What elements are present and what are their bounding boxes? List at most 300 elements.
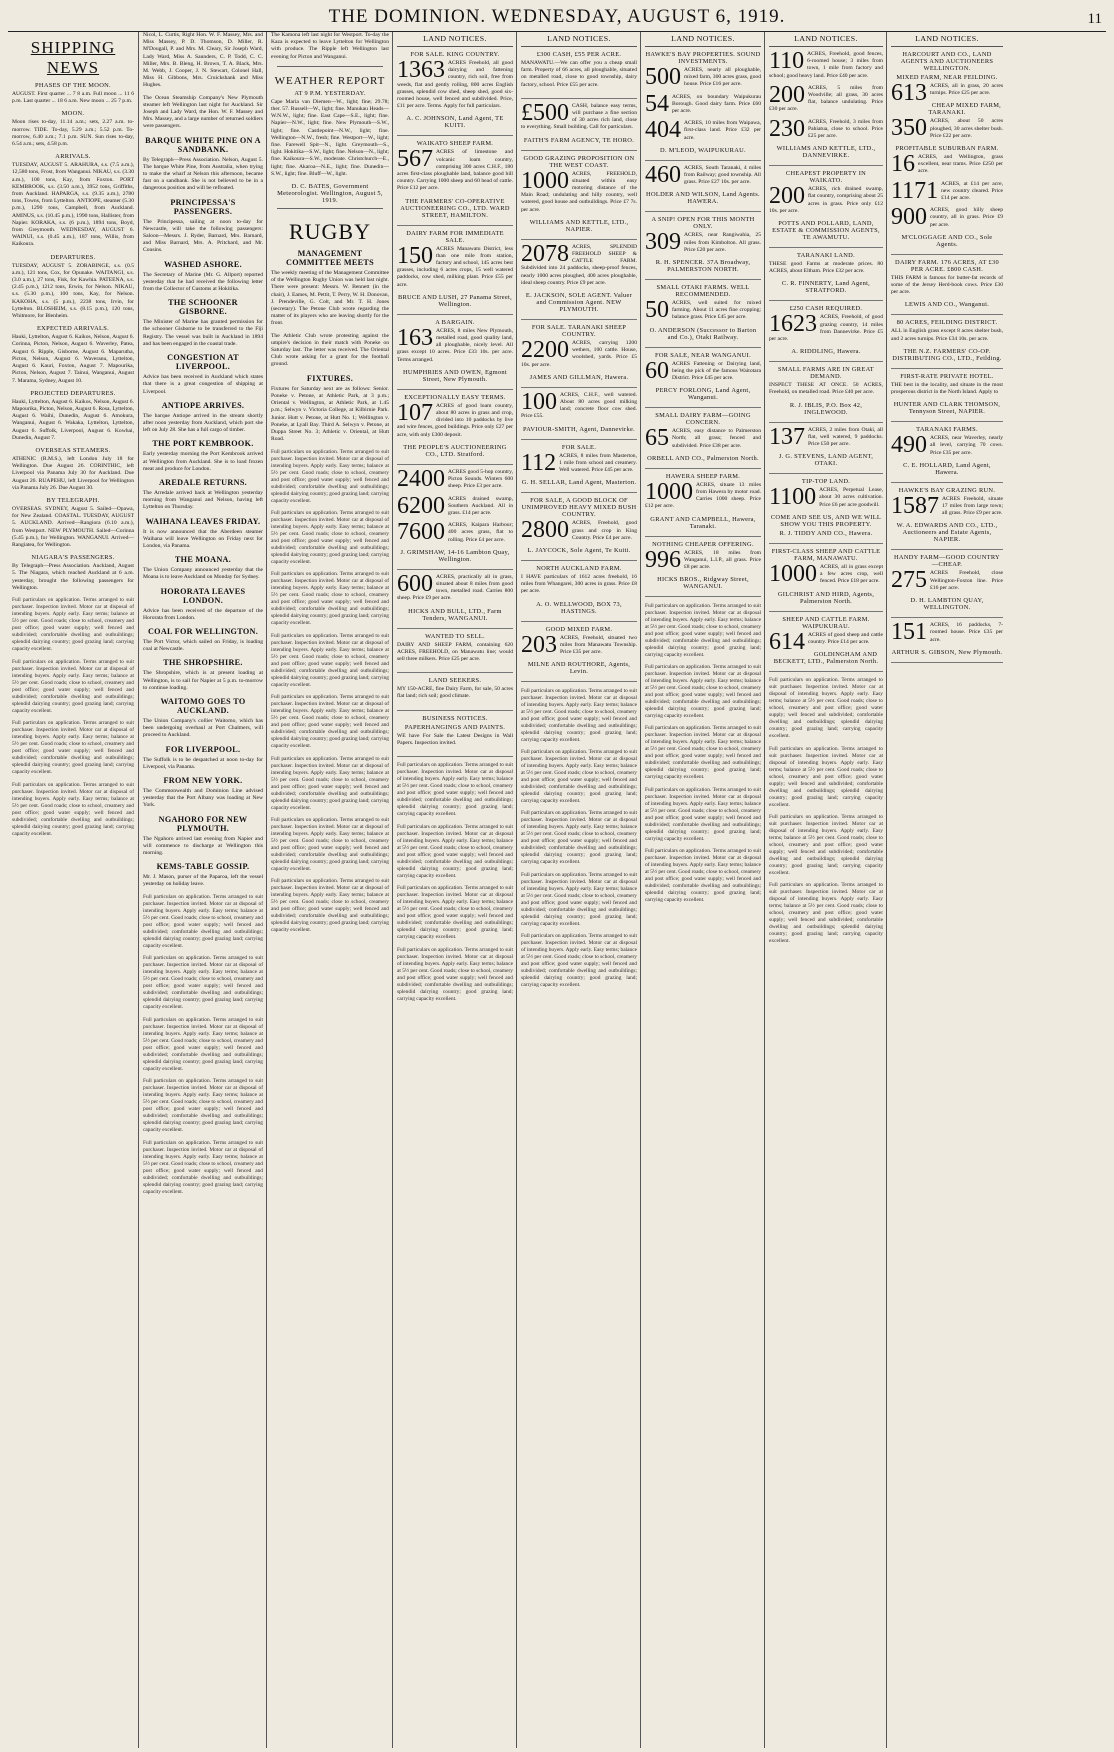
advert-text: WE have For Sale the Latest Designs in Wall Papers. Inspection invited. [397, 732, 513, 746]
section-title: PHASES OF THE MOON. [35, 82, 111, 89]
land-advert [769, 478, 883, 544]
advert-subheading: PROFITABLE SUBURBAN FARM. [895, 145, 999, 153]
column-land-notices-1 [392, 32, 517, 1748]
advert-text: ACRES, FREEHOLD, situated within easy motoring distance of the Main Road; undulating and hilly country, well watered, good house and outbuildings. Price £7 7s. per acre. [521, 170, 637, 213]
advert-signature: W. A. EDWARDS AND CO., LTD., Auctioneers and Estate Agents, NAPIER. [896, 522, 998, 544]
advert-signature: GOLDINGHAM AND BECKETT, LTD., Palmerston North. [773, 650, 879, 665]
acreage-number: 1587 [891, 492, 939, 519]
advert-signature: R. H. SPENCER. 37A Broadway, PALMERSTON NORTH. [655, 259, 751, 274]
filler-text: Full particulars on application. Terms arranged to suit purchaser. Inspection invited. Motor car at disposal of intending buyers. Apply early. Easy terms; balance at 5½ per cent. Good roads; close to school, creamery and post office; good water supply; well fenced and subdivided; comfortable dwelling and outbuildings; splendid dairying country; good grazing land; carrying capacity excellent. [271, 694, 389, 750]
filler-text: Full particulars on application. Terms arranged to suit purchaser. Inspection invited. Motor car at disposal of intending buyers. Apply early. Easy terms; balance at 5½ per cent. Good roads; close to school, creamery and post office; good water supply; well fenced and subdivided; comfortable dwelling and outbuildings; splendid dairying country; good grazing land; carrying capacity excellent. [12, 720, 134, 776]
land-advert [521, 565, 637, 622]
advert-heading: HARCOURT AND CO., LAND AGENTS AND AUCTIONEERS WELLINGTON. [900, 51, 994, 72]
section-title: DEPARTURES. [50, 253, 96, 261]
filler-text: Full particulars on application. Terms arranged to suit purchaser. Inspection invited. Motor car at disposal of intending buyers. Apply early. Easy terms; balance at 5½ per cent. Good roads; close to school, creamery and post office; good water supply; well fenced and subdivided; comfortable dwelling and outbuildings; splendid dairying country; good grazing land; carrying capacity excellent. [645, 602, 761, 658]
filler-text: Full particulars on application. Terms arranged to suit purchaser. Inspection invited. Motor car at disposal of intending buyers. Apply early. Easy terms; balance at 5½ per cent. Good roads; close to school, creamery and post office; good water supply; well fenced and subdivided; comfortable dwelling and outbuildings; splendid dairying country; good grazing land; carrying capacity excellent. [397, 885, 513, 941]
advert-heading: CHEAPEST PROPERTY IN WAIKATO. [785, 170, 867, 185]
article-heading: THE SCHOONER GISBORNE. [168, 298, 238, 317]
acreage-number: 200 [769, 183, 805, 210]
acreage-number: 1000 [769, 560, 817, 587]
land-advert [891, 554, 1003, 618]
price-number: £500 [521, 99, 569, 126]
land-advert [645, 216, 761, 280]
advert-text: ACRES, practically all in grass, situated about 8 miles from good town, metalled road. Carries 800 sheep. Price £9 per acre. [397, 573, 513, 602]
advert-signature: R. J. IBLIS, P.O. Box 42, INGLEWOOD. [789, 401, 863, 416]
filler-text: Full particulars on application. Terms arranged to suit purchaser. Inspection invited. Motor car at disposal of intending buyers. Apply early. Easy terms; balance at 5½ per cent. Good roads; close to school, creamery and post office; good water supply; well fenced and subdivided; comfortable dwelling and outbuildings; splendid dairying country; good grazing land; carrying capacity excellent. [12, 597, 134, 653]
filler-text: Full particulars on application. Terms arranged to suit purchaser. Inspection invited. Motor car at disposal of intending buyers. Apply early. Easy terms; balance at 5½ per cent. Good roads; close to school, creamery and post office; good water supply; well fenced and subdivided; comfortable dwelling and outbuildings; splendid dairying country; good grazing land; carrying capacity excellent. [769, 745, 883, 808]
article-heading: CONGESTION AT LIVERPOOL. [167, 353, 239, 372]
advert-heading: FIRST-CLASS SHEEP AND CATTLE FARM, MANAWATU. [771, 547, 881, 562]
land-advert [769, 423, 883, 475]
advert-signature: G. H. SELLAR, Land Agent, Masterton. [521, 479, 637, 487]
filler-text: Full particulars on application. Terms arranged to suit purchaser. Inspection invited. Motor car at disposal of intending buyers. Apply early. Easy terms; balance at 5½ per cent. Good roads; close to school, creamery and post office; good water supply; well fenced and subdivided; comfortable dwelling and outbuildings; splendid dairying country; good grazing land; carrying capacity excellent. [271, 817, 389, 873]
advert-signature: ORBELL AND CO., Palmerston North. [647, 454, 759, 462]
article-heading: WAIHANA LEAVES FRIDAY. [145, 516, 261, 526]
land-advert [397, 570, 513, 629]
advert-signature: A. O. WELLWOOD, BOX 73, HASTINGS. [536, 600, 622, 615]
land-advert [521, 324, 637, 388]
land-advert [397, 633, 513, 674]
acreage-number: 1623 [769, 311, 817, 338]
filler-text: Full particulars on application. Terms arranged to suit purchaser. Inspection invited. Motor car at disposal of intending buyers. Apply early. Easy terms; balance at 5½ per cent. Good roads; close to school, creamery and post office; good water supply; well fenced and subdivided; comfortable dwelling and outbuildings; splendid dairying country; good grazing land; carrying capacity excellent. [271, 510, 389, 566]
acreage-number: 613 [891, 80, 927, 106]
advert-heading: A SNIP! OPEN FOR THIS MONTH ONLY. [651, 216, 755, 231]
advert-text: ACRES, nearly all ploughable, mixed farm, 300 acres grass, good house. Price £16 per acre. [684, 67, 761, 88]
section-title: ARRIVALS. [55, 153, 91, 161]
advert-heading: WAIKATO SHEEP FARM. [416, 140, 494, 148]
acreage-number: 567 [397, 146, 433, 173]
land-advert [769, 305, 883, 362]
masthead [8, 6, 1106, 32]
advert-heading: FIRST-RATE PRIVATE HOTEL. [900, 372, 994, 380]
advert-text: ALL in English grass except 8 acres shelter bush, and 2 acres turnips. Price £34 10s. per acre. [891, 328, 1003, 342]
section-title: EXPECTED ARRIVALS. [36, 325, 110, 333]
advert-heading: TARANAKI FARMS. [916, 426, 978, 434]
advert-text: ACRES, 2 miles from Otaki, all flat, well watered, 9 paddocks. Price £50 per acre. [808, 426, 883, 448]
advert-text: ACRES, rich drained swamp, flat country, comprising about 25 acres in grass. Price only £12 10s. per acre. [769, 186, 883, 214]
filler-text: Full particulars on application. Terms arranged to suit purchaser. Inspection invited. Motor car at disposal of intending buyers. Apply early. Easy terms; balance at 5½ per cent. Good roads; close to school, creamery and post office; good water supply; well fenced and subdivided; comfortable dwelling and outbuildings; splendid dairying country; good grazing land; carrying capacity excellent. [143, 1139, 263, 1195]
article-text: By Telegraph—Press Association. Auckland, August 5. The Niagara, which reached Auckland at 6 a.m. yesterday, brought the following passengers for Wellington. [12, 563, 134, 591]
column-heading: LAND NOTICES. [891, 32, 1003, 47]
acreage-number: 404 [645, 117, 681, 144]
columns [8, 32, 1106, 1748]
acreage-number: 151 [891, 619, 927, 646]
article-text: The Commonwealth and Dominion Line advised yesterday that the Port Albany was loading at New York. [143, 787, 263, 809]
advert-text: ACRES, Freehold, good grass and crop in King Country. Price £4 per acre. [572, 520, 637, 541]
land-advert [397, 230, 513, 315]
filler-text: Full particulars on application. Terms arranged to suit purchaser. Inspection invited. Motor car at disposal of intending buyers. Apply early. Easy terms; balance at 5½ per cent. Good roads; close to school, creamery and post office; good water supply; well fenced and subdivided; comfortable dwelling and outbuildings; splendid dairying country; good grazing land; carrying capacity excellent. [645, 725, 761, 781]
article-text: The Ngahoro arrived last evening from Napier and will commence to discharge at Wellington this morning. [143, 835, 263, 856]
advert-text: THESE good Farms at moderate prices. 80 ACRES, about Eltham. Price £32 per acre. [769, 261, 883, 275]
newspaper-title: THE DOMINION. WEDNESDAY, AUGUST 6, 1919. [328, 6, 786, 27]
article-text: The Shropshire, which is at present loading at Wellington, is to sail for Napier at 5 p.m. to-morrow to continue loading. [143, 670, 263, 691]
advert-subheading: CHEAP MIXED FARM, TARANAKI. [928, 102, 1002, 117]
advert-heading: TIP-TOP LAND. [801, 478, 851, 486]
article-heading: KEMS-TABLE GOSSIP. [156, 862, 250, 872]
article-heading: WASHED ASHORE. [164, 259, 242, 269]
filler-text: Full particulars on application. Terms arranged to suit purchaser. Inspection invited. Motor car at disposal of intending buyers. Apply early. Easy terms; balance at 5½ per cent. Good roads; close to school, creamery and post office; good water supply; well fenced and subdivided; comfortable dwelling and outbuildings; splendid dairying country; good grazing land; carrying capacity excellent. [271, 571, 389, 627]
article-heading: THE SHROPSHIRE. [163, 658, 243, 668]
advert-signature: D. M'LEOD, WAIPUKURAU. [660, 146, 746, 154]
acreage-number: 500 [645, 64, 681, 90]
rugby-heading: RUGBY [288, 219, 371, 245]
advert-text: ACRES, SPLENDID FREEHOLD SHEEP & CATTLE FARM. Subdivided into 24 paddocks, sheep-proof fences, nearly 1000 acres ploughed, 400 acres ploughable, ideal sheep country. Price £9 per acre. [521, 243, 637, 286]
advert-signature: E. JACKSON, SOLE AGENT. Valuer and Commission Agent. NEW PLYMOUTH. [525, 292, 633, 314]
advert-heading: SMALL FARMS ARE IN GREAT DEMAND. [778, 366, 874, 381]
section-title: PROJECTED DEPARTURES. [30, 389, 116, 397]
advert-signature: HICKS BROS., Ridgway Street, WANGANUI. [657, 576, 749, 591]
column-land-notices-2 [516, 32, 641, 1748]
acreage-number: 600 [397, 570, 433, 597]
article-text: Hauki, Lyttelton, August 6. Kaikos, Nelson, August 6. Corinna, Picton, Nelson, August 6. Waverley, Patea, August 6. Ripple, Gisborne, August 6. Maparutha, Picton, Nelson, August 6. Waveranu, Lyttelton, August 6. Kauri, Foxton, August 7. Mapourika, Picton, Nelson, August 7. Tainui, Wanganui, August 7. Marama, Sydney, August 10. [12, 334, 134, 384]
advert-subheading: PAPERHANGINGS AND PAINTS. [404, 723, 506, 731]
article-text: Advice has been received of the departure of the Hororata from London. [143, 607, 263, 621]
filler-text: Full particulars on application. Terms arranged to suit purchaser. Inspection invited. Motor car at disposal of intending buyers. Apply early. Easy terms; balance at 5½ per cent. Good roads; close to school, creamery and post office; good water supply; well fenced and subdivided; comfortable dwelling and outbuildings; splendid dairying country; good grazing land; carrying capacity excellent. [12, 781, 134, 837]
filler-text: Full particulars on application. Terms arranged to suit purchaser. Inspection invited. Motor car at disposal of intending buyers. Apply early. Easy terms; balance at 5½ per cent. Good roads; close to school, creamery and post office; good water supply; well fenced and subdivided; comfortable dwelling and outbuildings; splendid dairying country; good grazing land; carrying capacity excellent. [521, 871, 637, 927]
acreage-number: 6200 [397, 492, 445, 519]
article-text: The Port Victor, which sailed on Friday, is loading coal at Newcastle. [143, 638, 263, 653]
article-text: TUESDAY, AUGUST 5. ZORABINGE, s.s. (0.5 a.m.), 121 tons, Cox, for Opunake. WAITANGI, s.s. (3.0 a.m.), 27 tons, Fisk, for Kawhia. PATEENA, s.s. (2.45 p.m.), 1212 tons, Erwin, for Nelson. NIKAU, s.s. (5.30 p.m.), 100 tons, Kay, for Nelson. KAKOHA, s.s. (5 p.m.), 2238 tons, Irvin, for Lyttelton. BLOSHEIM, s.s. (8.15 p.m.), 120 tons, Whitmore, for Blenheim. [12, 262, 134, 320]
acreage-number: 900 [891, 204, 927, 231]
filler-text: Full particulars on application. Terms arranged to suit purchaser. Inspection invited. Motor car at disposal of intending buyers. Apply early. Easy terms; balance at 5½ per cent. Good roads; close to school, creamery and post office; good water supply; well fenced and subdivided; comfortable dwelling and outbuildings; splendid dairying country; good grazing land; carrying capacity excellent. [769, 677, 883, 740]
advert-heading: 80 ACRES, FEILDING DISTRICT. [896, 319, 998, 327]
advert-text: ACRES, near Waverley, nearly all level, carrying 70 cows. Price £35 per acre. [930, 435, 1003, 456]
advert-heading: BUSINESS NOTICES. [422, 714, 488, 722]
filler-text: Full particulars on application. Terms arranged to suit purchaser. Inspection invited. Motor car at disposal of intending buyers. Apply early. Easy terms; balance at 5½ per cent. Good roads; close to school, creamery and post office; good water supply; well fenced and subdivided; comfortable dwelling and outbuildings; splendid dairying country; good grazing land; carrying capacity excellent. [521, 748, 637, 804]
advert-signature: LEWIS AND CO., Wanganui. [904, 301, 990, 309]
land-advert [769, 48, 883, 166]
land-advert [521, 444, 637, 494]
acreage-number: 7600 [397, 519, 445, 546]
advert-signature: POTTS AND POLLARD, LAND, ESTATE & COMMISSION AGENTS, TE AWAMUTU. [772, 220, 880, 242]
article-heading: BARQUE WHITE PINE ON A SANDBANK. [145, 135, 261, 154]
advert-signature: HOLDER AND WILSON, Land Agents. HAWERA. [646, 191, 760, 206]
land-advert [645, 51, 761, 161]
advert-signature: JAMES AND GILLMAN, Hawera. [529, 373, 629, 381]
advert-heading: WANTED TO SELL. [425, 632, 485, 640]
article-heading: THE PORT KEMBROOK. [152, 439, 254, 449]
shipping-news-heading: SHIPPING NEWS [30, 38, 116, 77]
land-advert [891, 487, 1003, 551]
article-text: OVERSEAS. SYDNEY, August 5. Sailed—Opawa, for New Zealand. COASTAL. TUESDAY, AUGUST 5. AUCKLAND. Arrived—Rangiora (6.10 a.m.), from Westport. NEW PLYMOUTH. Sailed—Corinna (5.45 p.m.), for Wellington. WANGANUI. Arrived—Rangiatea, for Wellington. [12, 505, 134, 548]
land-advert [397, 465, 513, 570]
filler-text: Full particulars on application. Terms arranged to suit purchaser. Inspection invited. Motor car at disposal of intending buyers. Apply early. Easy terms; balance at 5½ per cent. Good roads; close to school, creamery and post office; good water supply; well fenced and subdivided; comfortable dwelling and outbuildings; splendid dairying country; good grazing land; carrying capacity excellent. [645, 848, 761, 904]
acreage-number: 137 [769, 423, 805, 450]
land-advert [891, 426, 1003, 483]
advert-heading: DAIRY FARM. 176 ACRES, AT £30 PER ACRE. £800 CASH. [895, 258, 999, 273]
advert-signature: HUMPHRIES AND OWEN, Egmont Street, New Plymouth. [402, 368, 507, 383]
advert-heading: HAWKE'S BAY PROPERTIES. SOUND INVESTMENTS. [645, 51, 761, 65]
article-text: By Telegraph—Press Association. Nelson, August 5. The barque White Pine, from Australia, when trying to make the wharf at Nelson this afternoon, became fast on a sandbank. She is not believed to be in a dangerous position and will be refloated. [143, 156, 263, 192]
filler-text: Full particulars on application. Terms arranged to suit purchaser. Inspection invited. Motor car at disposal of intending buyers. Apply early. Easy terms; balance at 5½ per cent. Good roads; close to school, creamery and post office; good water supply; well fenced and subdivided; comfortable dwelling and outbuildings; splendid dairying country; good grazing land; carrying capacity excellent. [271, 448, 389, 504]
article-text: The Athletic Club wrote protesting against the umpire's decision in their match with Poneke on Saturday last. The letter was received. The Oriental Club wrote asking for a grant for the football ground. [271, 332, 389, 368]
article-text: The weekly meeting of the Management Committee of the Wellington Rugby Union was held last night. There were present: Messrs. W. Bennett (in the chair), J. Eames, M. Pettit, T. Perry, W. H. Donovan, J. Prendeville, G. Colt, and Mr. T. H. Jones (secretary). The Petone Club wrote regarding the matter of its players who are leaving shortly for the front. [271, 270, 389, 327]
acreage-number: 230 [769, 115, 805, 142]
acreage-number: 1171 [891, 177, 939, 204]
advert-signature: PERCY FORLONG, Land Agent, Wanganui. [655, 387, 751, 402]
acreage-number: 203 [521, 631, 557, 658]
advert-text: ACRES Fattening or Dairying land, being the pick of the famous Waitotara District. Price £45 per acre. [672, 360, 761, 382]
filler-text: Full particulars on application. Terms arranged to suit purchaser. Inspection invited. Motor car at disposal of intending buyers. Apply early. Easy terms; balance at 5½ per cent. Good roads; close to school, creamery and post office; good water supply; well fenced and subdivided; comfortable dwelling and outbuildings; splendid dairying country; good grazing land; carrying capacity excellent. [645, 664, 761, 720]
article-text: The Secretary of Marine (Mr. G. Allport) reported yesterday that he had received the following letter from the Collector of Customs at Hokitika. [143, 271, 263, 293]
advert-heading: FOR SALE, A GOOD BLOCK OF UNIMPROVED HEAVY MIXED BUSH COUNTRY. [521, 497, 637, 519]
land-advert [891, 259, 1003, 316]
advert-heading: £300 CASH, £55 PER ACRE. [536, 51, 622, 58]
article-text: TUESDAY, AUGUST 5. ARAHURA, s.s. (7.5 a.m.), 12,580 tons, Frost, from Wanganui. NIKAU, s.s. (3.30 a.m.), 100 tons, Kay, from Foxton. PORT KEMBROOK, s.s. (3.50 a.m.), 3952 tons, Griffiths, from Auckland. HAPARGA, s.s. (9.35 a.m.), 2780 tons, Towns, from Lyttelton. ANTIOPE, steamer (5.30 p.m.), 1290 tons, Campbell, from Auckland. AMINUS, s.s. (10.45 p.m.), 1990 tons, Hallister, from Napier. KORAKA, s.s. (6 p.m.), 1894 tons, Boyd, from Greymouth. WEDNESDAY, AUGUST 6. WAINUI, s.s. (0.45 a.m.), 187 tons, Willis, from Kaikoura. [12, 162, 134, 248]
advert-signature: THE PEOPLE'S AUCTIONEERING CO., LTD. Stratford. [403, 443, 507, 458]
advert-signature: L. JAYCOCK, Sole Agent, Te Kuiti. [527, 546, 631, 554]
acreage-number: 110 [769, 48, 805, 74]
advert-text: ACRES, and Wellington, grass excellent, near trams. Price £250 per acre. [918, 154, 1003, 175]
land-advert [521, 240, 637, 320]
filler-text: Full particulars on application. Terms arranged to suit purchaser. Inspection invited. Motor car at disposal of intending buyers. Apply early. Easy terms; balance at 5½ per cent. Good roads; close to school, creamery and post office; good water supply; well fenced and subdivided; comfortable dwelling and outbuildings; splendid dairying country; good grazing land; carrying capacity excellent. [397, 946, 513, 1002]
article-heading: FIXTURES. [306, 373, 354, 383]
advert-text: ACRES of good sheep and cattle country. Price £14 per acre. [808, 631, 883, 645]
advert-signature: GILCHRIST AND HIRD, Agents, Palmerston North. [777, 590, 875, 605]
advert-signature: O. ANDERSON (Successor to Barton and Co.), Otaki Railway. [649, 326, 757, 341]
land-advert [645, 161, 761, 213]
land-advert [891, 619, 1003, 663]
column-heading: LAND NOTICES. [521, 32, 637, 47]
advert-text: ACRES, Freehold, of good grazing country, 14 miles from Dannevirke. Price £5 per acre. [769, 314, 883, 343]
filler-text: Full particulars on application. Terms arranged to suit purchaser. Inspection invited. Motor car at disposal of intending buyers. Apply early. Easy terms; balance at 5½ per cent. Good roads; close to school, creamery and post office; good water supply; well fenced and subdivided; comfortable dwelling and outbuildings; splendid dairying country; good grazing land; carrying capacity excellent. [397, 823, 513, 879]
land-advert [397, 140, 513, 225]
article-heading: WAITOMO GOES TO AUCKLAND. [160, 696, 246, 715]
article-text: Fixtures for Saturday next are as follows: Senior. Poneke v. Petone, at Athletic Park, at 3 p.m.; Oriental v. Wellington, at Athletic Park, at 1.45 p.m.; Selwyn v. Victoria College, at Kilbirnie Park. Junior. Hutt v. Petone, at Hutt No. 1; Wellington v. Poneke, at Lyall Bay. Third A. Selwyn v. Petone, at Duppa Street No. 3; Athletic v. Oriental, at Hutt Road. [271, 385, 389, 443]
acreage-number: 1363 [397, 57, 445, 83]
filler-text: Full particulars on application. Terms arranged to suit purchaser. Inspection invited. Motor car at disposal of intending buyers. Apply early. Easy terms; balance at 5½ per cent. Good roads; close to school, creamery and post office; good water supply; well fenced and subdivided; comfortable dwelling and outbuildings; splendid dairying country; good grazing land; carrying capacity excellent. [143, 1078, 263, 1134]
advert-text: ACRES Manawatu District, less than one mile from station, factory and school, 145 acres best grasses, including 6 acres crops, 15 well watered paddocks, cow shed, milking plant. Price £55 per acre. [397, 245, 513, 288]
column-shipping-continued [138, 32, 267, 1748]
column-weather-rugby [266, 32, 393, 1748]
land-advert [521, 497, 637, 561]
filler-text: Full particulars on application. Terms arranged to suit purchaser. Inspection invited. Motor car at disposal of intending buyers. Apply early. Easy terms; balance at 5½ per cent. Good roads; close to school, creamery and post office; good water supply; well fenced and subdivided; comfortable dwelling and outbuildings; splendid dairying country; good grazing land; carrying capacity excellent. [521, 810, 637, 866]
advert-text: MY 150-ACRE, fine Dairy Farm, for sale, 50 acres flat land; rich soil; good climate. [397, 686, 513, 700]
advert-text: ACRES, 18 miles from Wanganui, L.I.P., all grass. Price £8 per acre. [684, 549, 761, 571]
advert-signature: D. H. LAMBTON QUAY, WELLINGTON. [910, 597, 984, 612]
land-advert [769, 616, 883, 672]
acreage-number: 200 [769, 81, 805, 108]
advert-signature: GRANT AND CAMPBELL, Hawera, Taranaki. [650, 515, 756, 530]
land-advert [521, 155, 637, 240]
filler-text: Full particulars on application. Terms arranged to suit purchaser. Inspection invited. Motor car at disposal of intending buyers. Apply early. Easy terms; balance at 5½ per cent. Good roads; close to school, creamery and post office; good water supply; well fenced and subdivided; comfortable dwelling and outbuildings; splendid dairying country; good grazing land; carrying capacity excellent. [271, 878, 389, 934]
land-advert [645, 352, 761, 409]
advert-heading: GOOD MIXED FARM. [545, 625, 613, 633]
filler-text: Full particulars on application. Terms arranged to suit purchaser. Inspection invited. Motor car at disposal of intending buyers. Apply early. Easy terms; balance at 5½ per cent. Good roads; close to school, creamery and post office; good water supply; well fenced and subdivided; comfortable dwelling and outbuildings; splendid dairying country; good grazing land; carrying capacity excellent. [271, 755, 389, 811]
advert-heading: SMALL OTAKI FARMS. WELL RECOMMENDED. [656, 284, 750, 299]
advert-heading: DAIRY FARM FOR IMMEDIATE SALE. [406, 229, 504, 244]
acreage-number: 1000 [521, 167, 569, 194]
advert-text: ACRES Freehold, close Wellington-Foxton line. Price £16 per acre. [930, 570, 1003, 591]
divider [277, 66, 383, 67]
advert-text: ACRES, 10 miles from Waipawa, first-class land. Price £32 per acre. [684, 120, 761, 141]
article-heading: FOR LIVERPOOL. [165, 744, 241, 754]
advert-heading: FOR SALE, NEAR WANGANUI. [654, 351, 752, 359]
advert-heading: FOR SALE. [561, 443, 597, 451]
article-text: The Arredale arrived back at Wellington yesterday morning from Wanganui and Nelson, having left Lyttelton on Thursday. [143, 489, 263, 511]
section-title: BY TELEGRAPH. [46, 496, 100, 504]
advert-signature: MILNE AND ROUTHORE, Agents, Levin. [527, 661, 631, 676]
advert-text: I HAVE particulars of 1612 acres freehold, 16 miles from Whangarei, 300 acres in grass. Price £8 per acre. [521, 573, 637, 595]
article-text: Nicol, L. Curtis, Right Hon. W. F. Massey, Mrs. and Miss Massey, P. D. Thomson, D. Miller, R. M'Dougall, P. and Mrs. M. Cleary, Sir Joseph Ward, Lady Ward, Miss A. Saunders, C. P. Todd, C. C. Miller, Mrs. B. Bleng, H. Brown, T. A. Black, Mrs. M. Webb, J. Cooper, J. N. Stewart, Colonel Hall, Miss H. Gibbons, Mrs. Cruickshank and Miss Hughes. [143, 32, 263, 89]
acreage-number: 16 [891, 151, 915, 178]
acreage-number: 2200 [521, 337, 569, 364]
advert-signature: C. E. HOLLARD, Land Agent, Hawera. [903, 461, 991, 476]
advert-heading: COME AND SEE US, AND WE WILL SHOW YOU THIS PROPERTY. [770, 513, 882, 528]
advert-signature: A. RIDDLING, Hawera. [791, 348, 861, 356]
advert-text: ACRES, Freehold, 3 miles from Pahiatua, close to school. Price £25 per acre. [808, 118, 883, 140]
article-heading: PRINCIPESSA'S PASSENGERS. [170, 197, 236, 216]
article-heading: ANTIOPE ARRIVES. [161, 400, 245, 410]
acreage-number: 107 [397, 399, 433, 426]
advert-heading: NOTHING CHEAPER OFFERING. [652, 540, 754, 548]
land-advert [891, 373, 1003, 422]
advert-signature: FAITH'S FARM AGENCY, TE HORO. [523, 136, 635, 144]
advert-text: ACRES, well suited for mixed farming. About 11 acres fine cropping; balance grass. Price £45 per acre. [672, 300, 761, 321]
article-heading: THE MOANA. [174, 555, 232, 565]
filler-text: Full particulars on application. Terms arranged to suit purchaser. Inspection invited. Motor car at disposal of intending buyers. Apply early. Easy terms; balance at 5½ per cent. Good roads; close to school, creamery and post office; good water supply; well fenced and subdivided; comfortable dwelling and outbuildings; splendid dairying country; good grazing land; carrying capacity excellent. [143, 1016, 263, 1072]
advert-heading: TARANAKI LAND. [796, 252, 855, 260]
article-text: Early yesterday morning the Port Kembrook arrived at Wellington from Auckland. She is to load frozen meat and produce for London. [143, 451, 263, 472]
article-heading: AREDALE RETURNS. [158, 477, 248, 487]
filler-text: Full particulars on application. Terms arranged to suit purchaser. Inspection invited. Motor car at disposal of intending buyers. Apply early. Easy terms; balance at 5½ per cent. Good roads; close to school, creamery and post office; good water supply; well fenced and subdivided; comfortable dwelling and outbuildings; splendid dairying country; good grazing land; carrying capacity excellent. [143, 894, 263, 949]
advert-signature: PAVIOUR-SMITH, Agent, Dannevirke. [523, 425, 635, 433]
advert-signature: THE N.Z. FARMERS' CO-OP. DISTRIBUTING CO., LTD., Feilding. [892, 347, 1002, 362]
acreage-number: 2078 [521, 240, 569, 267]
advert-heading: HAWKE'S BAY GRAZING RUN. [898, 486, 996, 494]
acreage-number: 350 [891, 115, 927, 142]
article-heading: NGAHORO FOR NEW PLYMOUTH. [158, 814, 248, 833]
filler-text: Full particulars on application. Terms arranged to suit purchaser. Inspection invited. Motor car at disposal of intending buyers. Apply early. Easy terms; balance at 5½ per cent. Good roads; close to school, creamery and post office; good water supply; well fenced and subdivided; comfortable dwelling and outbuildings; splendid dairying country; good grazing land; carrying capacity excellent. [769, 882, 883, 945]
article-heading: COAL FOR WELLINGTON. [147, 626, 259, 636]
filler-text: Full particulars on application. Terms arranged to suit purchaser. Inspection invited. Motor car at disposal of intending buyers. Apply early. Easy terms; balance at 5½ per cent. Good roads; close to school, creamery and post office; good water supply; well fenced and subdivided; comfortable dwelling and outbuildings; splendid dairying country; good grazing land; carrying capacity excellent. [12, 658, 134, 714]
advert-signature: WILLIAMS AND KETTLE, LTD., DANNEVIRKE. [776, 145, 876, 160]
advert-text: ACRES, good hilly sheep country, all in grass. Price £9 per acre. [930, 207, 1003, 228]
land-advert [397, 319, 513, 390]
advert-text: ACRES, Freehold, good fences, 6-roomed house; 3 miles from town, 1 mile from factory and school; good heavy land. Price £40 per acre. [769, 51, 883, 79]
rugby-subheading: MANAGEMENT COMMITTEE MEETS [286, 249, 374, 268]
page-number: 11 [1087, 11, 1102, 27]
advert-text: INSPECT THESE AT ONCE. 50 ACRES, Freehold, on metalled road. Price £40 per acre. [769, 382, 883, 396]
advert-text: ACRES, near Rangiwahia, 25 miles from Kimbolton. All grass. Price £20 per acre. [684, 232, 761, 253]
advert-signature: J. GRIMSHAW, 14-16 Lambton Quay, Wellington. [400, 548, 510, 563]
advert-text: ACRES, 8 miles from Masterton, 1 mile from school and creamery. Well watered. Price £45 per acre. [559, 452, 637, 474]
article-text: Hauki, Lyttelton, August 6. Kaikos, Nelson, August 6. Mapourika, Picton, Nelson, August 6. Rosa, Lyttelton, August 6. Waihi, Dunedin, August 6. Amokura, Wanganui, August 6. Wakaka, Lyttelton, Lyttelton, August 6. Suffolk, Liverpool, August 6. Kowhai, Dunedin, August 7. [12, 398, 134, 441]
advert-text: ACRES drained swamp, Southern Auckland. All in grass. £14 per acre. [448, 495, 513, 516]
acreage-number: 275 [891, 567, 927, 594]
advert-signature: J. G. STEVENS, LAND AGENT, OTAKI. [778, 453, 874, 468]
advert-text: CASH, balance easy terms, will purchase a fine section of 30 acres rich land, close to everything. Small building. Call for particulars. [521, 102, 637, 131]
advert-heading: SHEEP AND CATTLE FARM. WAIPUKURAU. [782, 615, 870, 630]
acreage-number: 1000 [645, 478, 693, 505]
weather-report-heading: WEATHER REPORT [274, 74, 386, 87]
advert-text: ACRES, 5 miles from Woodville; all grass, 30 acres flat, balance undulating. Price £30 per acre. [769, 84, 883, 113]
land-advert [645, 412, 761, 469]
advert-heading: FOR SALE. KING COUNTRY. [410, 51, 500, 58]
advert-text: ACRES, carrying 1200 wethers, 100 cattle. House, woolshed, yards. Price £5 10s. per acre. [521, 340, 637, 368]
business-notice [397, 715, 513, 757]
advert-text: MANAWATU.—We can offer you a cheap small farm. Property of 66 acres, all ploughable, situated on metalled road, close to good township, dairy factory, school. Price £55 per acre. [521, 60, 637, 88]
filler-text: Full particulars on application. Terms arranged to suit purchaser. Inspection invited. Motor car at disposal of intending buyers. Apply early. Easy terms; balance at 5½ per cent. Good roads; close to school, creamery and post office; good water supply; well fenced and subdivided; comfortable dwelling and outbuildings; splendid dairying country; good grazing land; carrying capacity excellent. [143, 955, 263, 1011]
acreage-number: 460 [645, 161, 681, 188]
acreage-number: 1100 [769, 484, 817, 511]
article-text: Mr. J. Mason, purser of the Paparoa, left the vessel yesterday on holiday leave. [143, 874, 263, 888]
filler-text: Full particulars on application. Terms arranged to suit purchaser. Inspection invited. Motor car at disposal of intending buyers. Apply early. Easy terms; balance at 5½ per cent. Good roads; close to school, creamery and post office; good water supply; well fenced and subdivided; comfortable dwelling and outbuildings; splendid dairying country; good grazing land; carrying capacity excellent. [397, 762, 513, 818]
advert-text: ACRES, all in grass except a few acres crop, well fenced. Price £18 per acre. [820, 563, 883, 585]
article-text: The Minister of Marine has granted permission for the schooner Gisborne to be transferred to the Fiji Registry. The vessel was built in Auckland in 1894 and has been engaged in the coastal trade. [143, 319, 263, 347]
land-advert [521, 51, 637, 99]
land-advert [397, 51, 513, 136]
acreage-number: 490 [891, 432, 927, 459]
column-heading: LAND NOTICES. [645, 32, 761, 47]
advert-heading: £250 CASH REQUIRED. [789, 305, 863, 313]
advert-heading: GOOD GRAZING PROPOSITION ON THE WEST COAST. [523, 154, 635, 169]
land-advert [645, 284, 761, 348]
land-advert [769, 366, 883, 422]
article-heading: HORORATA LEAVES LONDON. [160, 586, 246, 605]
advert-signature: ARTHUR S. GIBSON, New Plymouth. [891, 648, 1003, 656]
advert-signature: HUNTER AND CLARK THOMSON, Tennyson Street, NAPIER. [893, 401, 1001, 416]
land-advert [397, 677, 513, 710]
advert-heading: HANDY FARM—GOOD COUNTRY—CHEAP. [894, 554, 1000, 569]
article-heading: FROM NEW YORK. [163, 775, 243, 785]
land-advert [645, 541, 761, 598]
article-text: Advice has been received in Auckland which states that there is a great congestion of shipping at Liverpool. [143, 374, 263, 395]
column-land-notices-3 [640, 32, 765, 1748]
advert-text: ACRES, about 50 acres ploughed, 30 acres shelter bush. Price £22 per acre. [930, 118, 1003, 139]
land-advert [521, 99, 637, 151]
advert-text: ACRES, 16 paddocks, 7-roomed house. Price £35 per acre. [930, 622, 1003, 643]
advert-text: ACRES, on boundary Waipukurau Borough. Good dairy farm. Price £60 per acre. [672, 93, 761, 115]
filler-text: Full particulars on application. Terms arranged to suit purchaser. Inspection invited. Motor car at disposal of intending buyers. Apply early. Easy terms; balance at 5½ per cent. Good roads; close to school, creamery and post office; good water supply; well fenced and subdivided; comfortable dwelling and outbuildings; splendid dairying country; good grazing land; carrying capacity excellent. [271, 632, 389, 688]
article-text: The Union Company's collier Waitomo, which has been undergoing overhaul at Port Chalmers, will proceed to Auckland. [143, 717, 263, 739]
article-text: ATHENIC (R.M.S.), left London July 18 for Wellington. Due August 26. CORINTHIC, left Liverpool via Panama July 30 for Auckland. Due August 26. RUAPEHU, left Liverpool for Wellington via Panama July 26. Due August 30. [12, 455, 134, 491]
acreage-number: 2800 [521, 517, 569, 544]
acreage-number: 65 [645, 425, 669, 452]
advert-text: ACRES Freehold, all good dairying and fattening country, rich soil, free from weeds, flat and gently rolling, 800 acres English grasses, splendid cow shed, sheep shed, good six-roomed house, well fenced and subdivided. Price, £11 per acre. Terms. Apply for full particulars. [397, 60, 513, 110]
advert-signature: A. C. JOHNSON, Land Agent, TE KUITI. [406, 115, 504, 130]
divider [277, 208, 383, 209]
acreage-number: 996 [645, 546, 681, 573]
filler-text: Full particulars on application. Terms arranged to suit purchaser. Inspection invited. Motor car at disposal of intending buyers. Apply early. Easy terms; balance at 5½ per cent. Good roads; close to school, creamery and post office; good water supply; well fenced and subdivided; comfortable dwelling and outbuildings; splendid dairying country; good grazing land; carrying capacity excellent. [521, 687, 637, 743]
acreage-number: 2400 [397, 465, 445, 492]
acreage-number: 60 [645, 357, 669, 384]
article-text: The barque Antiope arrived in the stream shortly after noon yesterday from Auckland, which port she left on July 28. She has a full cargo of timber. [143, 412, 263, 434]
advert-text: ACRES, South Taranaki, 4 miles from Railway; good township. All grass. Price £27 10s. per acre. [684, 164, 761, 186]
column-land-notices-5 [886, 32, 1107, 1748]
acreage-number: 163 [397, 324, 433, 351]
advert-signature: R. J. TIDDY AND CO., Hawera. [779, 529, 873, 537]
advert-heading: NORTH AUCKLAND FARM. [536, 564, 622, 572]
column-land-notices-4 [764, 32, 887, 1748]
article-text: The Suffolk is to be despatched at noon to-day for Liverpool, via Panama. [143, 756, 263, 770]
advert-text: ACRES, at £14 per acre, new country cleared. Price £14 per acre. [941, 180, 1003, 202]
article-text: The Principessa, sailing at noon to-day for Newcastle, will take the following passengers: Saloon—Messrs. J. Ryder, Barnard, Mrs. Barnard, and Miss Barnard, Mrs. A. Pritchard, and Mr. Cousins. [143, 218, 263, 254]
advert-text: ACRES, Freehold, situated two miles from Manawatu Township. Price £35 per acre. [560, 634, 637, 655]
land-advert [769, 548, 883, 612]
article-text: The Ocean Steamship Company's New Plymouth steamer left Wellington last night for Auckland. Sir Joseph and Lady Ward, the Hon. W. F. Massey and Mrs. Massey, and a large number of returned soldiers were passengers. [143, 94, 263, 130]
land-advert [397, 394, 513, 465]
acreage-number: 614 [769, 628, 805, 655]
section-title: MOON. [61, 110, 85, 118]
land-advert [769, 252, 883, 301]
column-heading: LAND NOTICES. [769, 32, 883, 47]
section-title: OVERSEAS STEAMERS. [35, 446, 111, 454]
advert-text: ACRES, situate 13 miles from Hawera by motor road. Carries 1000 sheep. Price £12 per acre. [645, 481, 761, 510]
advert-text: ACRES, Perpetual Lease, about 30 acres cultivation. Price £6 per acre goodwill. [819, 487, 883, 508]
land-advert [645, 473, 761, 537]
weather-report-text: Cape Maria van Diemen—W., light; fine; 29.78; ther. 57. Russell—W., light; fine. Manukau Heads—W.N.W., light; fine. East Cape—S.E., light; fine. Napier—N.W., light; fine. New Plymouth—S.W., light; fine. Castlepoint—N.W., light; fine. Wellington—N.W., fresh; fine. Westport—W., light; fine. Farewell Spit—N., light. Greymouth—S., light. Hokitika—S.W., light; fine. Nelson—N., light; fine. Kaikoura—S.W., moderate. Christchurch—E., light; fine. Akaroa—N.E., light; fine. Dunedin—S.W., light; fine. Bluff—W., light. [271, 98, 389, 177]
